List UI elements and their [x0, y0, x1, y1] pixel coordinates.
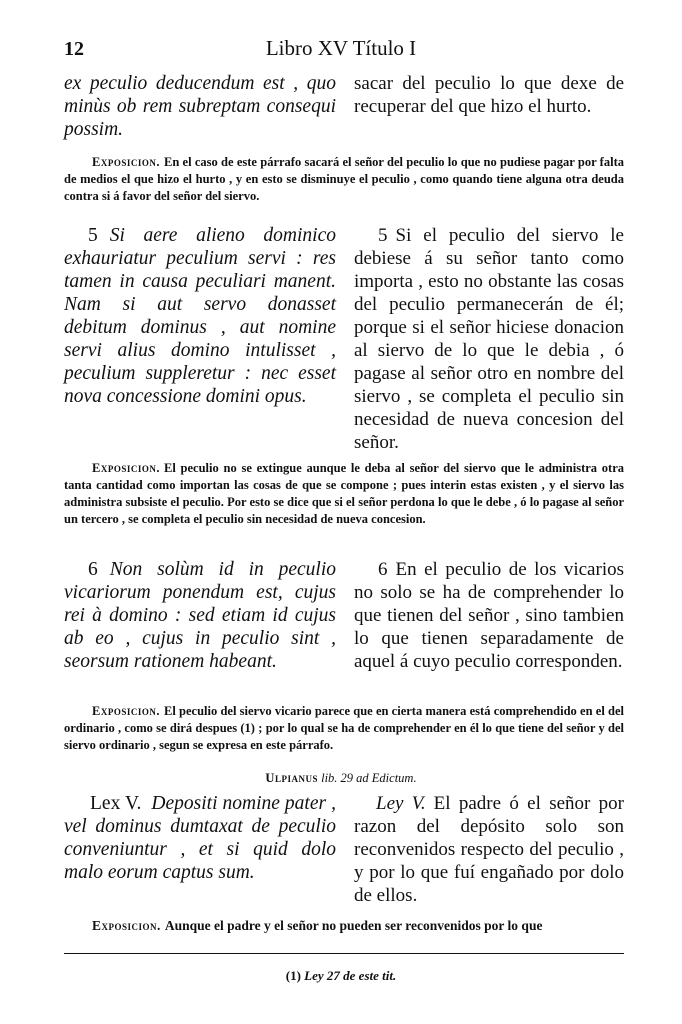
paragraph-number: 5	[88, 225, 98, 246]
footnote-divider	[64, 953, 624, 954]
exposition-label: Exposicion.	[92, 704, 160, 718]
spanish-text	[354, 558, 624, 673]
exposition-paragraph	[64, 460, 624, 528]
source-author: Ulpianus	[265, 771, 318, 785]
page-header	[0, 36, 682, 62]
spanish-text	[354, 792, 624, 907]
paragraph-number: 5	[378, 225, 388, 246]
paragraph-number: 6	[88, 559, 98, 580]
latin-body: Non solùm id in peculio vicariorum ponendum est, cujus rei à domino : sed etiam id cujus ab eo , cujus in peculio sint , seorsum rationem habeant.	[64, 559, 336, 672]
spanish-text	[354, 224, 624, 454]
exposition-label: Exposicion.	[92, 461, 160, 475]
running-title: Libro XV Título I	[265, 36, 417, 60]
footnote-mark: (1)	[285, 968, 301, 983]
exposition-text: Aunque el padre y el señor no pueden ser reconvenidos por lo que	[164, 918, 543, 933]
footnote	[0, 968, 682, 984]
latin-text	[64, 224, 336, 454]
lex-5	[64, 792, 624, 907]
spanish-body: Si el peculio del siervo le debiese á su señor tanto como importa , esto no obstante las cosas del peculio permanecerán de él; porque si el señor hiciese donacion al siervo de lo que le debia , ó pagase al señor otro en nombre del siervo , se completa el peculio sin necesidad de nueva concesion del señor.	[354, 225, 624, 453]
footnote-text: Ley 27 de este tit.	[304, 968, 397, 983]
paragraph-number: 6	[378, 559, 388, 580]
paragraph-5	[64, 224, 624, 454]
section-intro	[64, 72, 624, 141]
exposition-text: En el caso de este párrafo sacará el señor del peculio lo que no pudiese pagar por falta de medios el que hizo el hurto , y en esto se disminuye el peculio , como quando tiene alguna otra deuda contra si á favor del señor del siervo.	[64, 155, 624, 203]
latin-body: Depositi nomine pater , vel dominus dumtaxat de peculio conveniuntur , et si quid dolo malo eorum captus sum.	[64, 793, 336, 883]
exposition-paragraph	[64, 917, 624, 934]
latin-body: Si aere alieno dominico exhauriatur peculium servi : res tamen in causa peculiari manent. Nam si aut servo donasset debitum dominus , aut nomine servi alius domino intulisset , peculium suppleretur : nec esset nova concessione domini opus.	[64, 225, 336, 407]
exposition-paragraph	[64, 703, 624, 754]
exposition-label: Exposicion.	[92, 155, 160, 169]
latin-text	[64, 558, 336, 673]
spanish-text: sacar del peculio lo que dexe de recuperar del que hizo el hurto.	[354, 73, 624, 117]
paragraph-6	[64, 558, 624, 673]
exposition-label: Exposicion.	[92, 918, 161, 933]
lex-heading: Lex V.	[90, 793, 142, 814]
page-number: 12	[64, 38, 84, 60]
spanish-body: En el peculio de los vicarios no solo se ha de comprehender lo que tienen del señor , sino tambien lo que tienen separadamente de aquel á cuyo peculio corresponden.	[354, 559, 624, 672]
source-reference: lib. 29 ad Edictum.	[321, 771, 417, 785]
exposition-paragraph	[64, 154, 624, 205]
spanish-body: El padre ó el señor por razon del depósito solo son reconvenidos respecto del peculio , y por lo que fuí engañado por dolo de ellos.	[354, 793, 624, 906]
source-citation	[0, 771, 682, 786]
latin-text	[64, 792, 336, 907]
exposition-text: El peculio del siervo vicario parece que en cierta manera está comprehendido en el del ordinario , como se dirá despues (1) ; por lo qual se ha de comprehender en él lo que tiene del señor y del siervo ordinario , segun se expresa en este párrafo.	[64, 704, 624, 752]
latin-text: ex peculio deducendum est , quo minùs ob rem subreptam consequi possim.	[64, 73, 336, 140]
ley-heading: Ley V.	[376, 793, 426, 814]
exposition-text: El peculio no se extingue aunque le deba al señor del siervo que le administra otra tanta cantidad como importan las cosas de que se compone ; pues interin estas existen , y el siervo las administra subsiste el peculio. Por esto se dice que si el señor perdona lo que le debe , ó lo pagase al señor un tercero , se completa el peculio sin necesidad de nueva concesion.	[64, 461, 624, 526]
